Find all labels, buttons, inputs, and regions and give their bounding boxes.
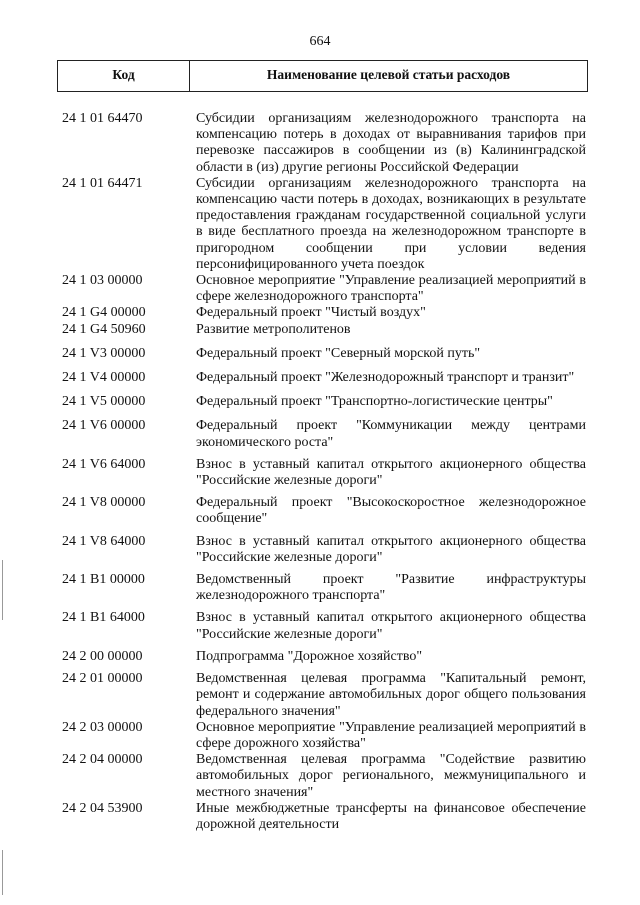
row-code: 24 1 V8 64000 [62,533,146,549]
table-row [0,534,640,566]
row-code: 24 1 V6 00000 [62,418,146,434]
table-row [0,671,640,720]
table-row [0,370,640,386]
row-code: 24 1 G4 00000 [62,305,146,321]
row-text: Федеральный проект "Коммуникации между центрами экономического роста" [196,418,586,450]
table-row [0,495,640,527]
row-code: 24 1 V4 00000 [62,370,146,386]
table-row [0,176,640,273]
row-text: Развитие метрополитенов [196,321,351,337]
row-text: Иные межбюджетные трансферты на финансовое обеспечение дорожной деятельности [196,800,586,832]
row-text: Субсидии организациям железнодорожного транспорта на компенсацию потерь в доходах от выравнивания тарифов при перевозке пассажиров в сообщении из (в) Калининградской области в (из) другие регионы Российской Федерации [196,111,586,175]
header-code: Код [58,61,190,91]
table-header [57,60,588,92]
page-number: 664 [309,34,331,49]
table-row [0,346,640,362]
row-code: 24 1 01 64470 [62,111,143,126]
row-code: 24 1 03 00000 [62,273,143,289]
table-row [0,649,640,665]
row-text: Основное мероприятие "Управление реализацией мероприятий в сфере железнодорожного транспорта" [196,273,586,305]
row-code: 24 2 01 00000 [62,671,143,687]
row-text: Федеральный проект "Чистый воздух" [196,305,426,321]
row-text: Ведомственная целевая программа "Содействие развитию автомобильных дорог регионального, межмуниципального и местного значения" [196,752,586,800]
table-row [0,572,640,604]
table-row [0,720,640,752]
expense-rows [0,111,640,833]
row-code: 24 2 04 53900 [62,800,143,816]
row-code: 24 2 03 00000 [62,719,143,735]
row-code: 24 1 V5 00000 [62,394,146,410]
row-code: 24 1 01 64471 [62,175,143,191]
row-code: 24 2 04 00000 [62,752,143,768]
row-text: Взнос в уставный капитал открытого акционерного общества "Российские железные дороги" [196,610,586,642]
row-code: 24 1 V3 00000 [62,345,146,361]
row-code: 24 2 00 00000 [62,648,143,664]
row-text: Федеральный проект "Северный морской путь" [196,345,481,361]
row-text: Ведомственный проект "Развитие инфраструктуры железнодорожного транспорта" [196,572,586,604]
table-row [0,273,640,305]
row-text: Федеральный проект "Железнодорожный транспорт и транзит" [196,370,575,386]
table-row [0,610,640,642]
row-code: 24 1 B1 00000 [62,572,145,588]
table-row [0,752,640,801]
row-text: Ведомственная целевая программа "Капитальный ремонт, ремонт и содержание автомобильных дорог общего пользования федерального значения" [196,671,586,719]
row-text: Федеральный проект "Высокоскоростное железнодорожное сообщение" [196,495,586,527]
row-text: Взнос в уставный капитал открытого акционерного общества "Российские железные дороги" [196,456,586,489]
row-text: Подпрограмма "Дорожное хозяйство" [196,648,423,664]
row-code: 24 1 V8 00000 [62,495,146,511]
table-row [0,305,640,321]
scan-margin-mark [2,850,3,895]
row-code: 24 1 G4 50960 [62,321,146,337]
table-row [0,418,640,450]
row-code: 24 1 V6 64000 [62,456,146,472]
table-row [0,111,640,176]
table-row [0,457,640,489]
row-text: Федеральный проект "Транспортно-логистические центры" [196,394,553,410]
row-text: Основное мероприятие "Управление реализацией мероприятий в сфере дорожного хозяйства" [196,719,586,751]
row-code: 24 1 B1 64000 [62,610,145,626]
header-name: Наименование целевой статьи расходов [266,66,511,82]
row-text: Субсидии организациям железнодорожного транспорта на компенсацию части потерь в доходах, возникающих в результате предоставления гражданам государственной социальной услуги в виде бесплатного проезда на железнодорожном транспорте в пригородном сообщении при условии ведения персонифицированного учета поездок [196,175,586,272]
row-text: Взнос в уставный капитал открытого акционерного общества "Российские железные дороги" [196,533,586,565]
table-row [0,394,640,410]
table-row [0,322,640,338]
scan-margin-mark [2,560,3,620]
table-row [0,801,640,833]
